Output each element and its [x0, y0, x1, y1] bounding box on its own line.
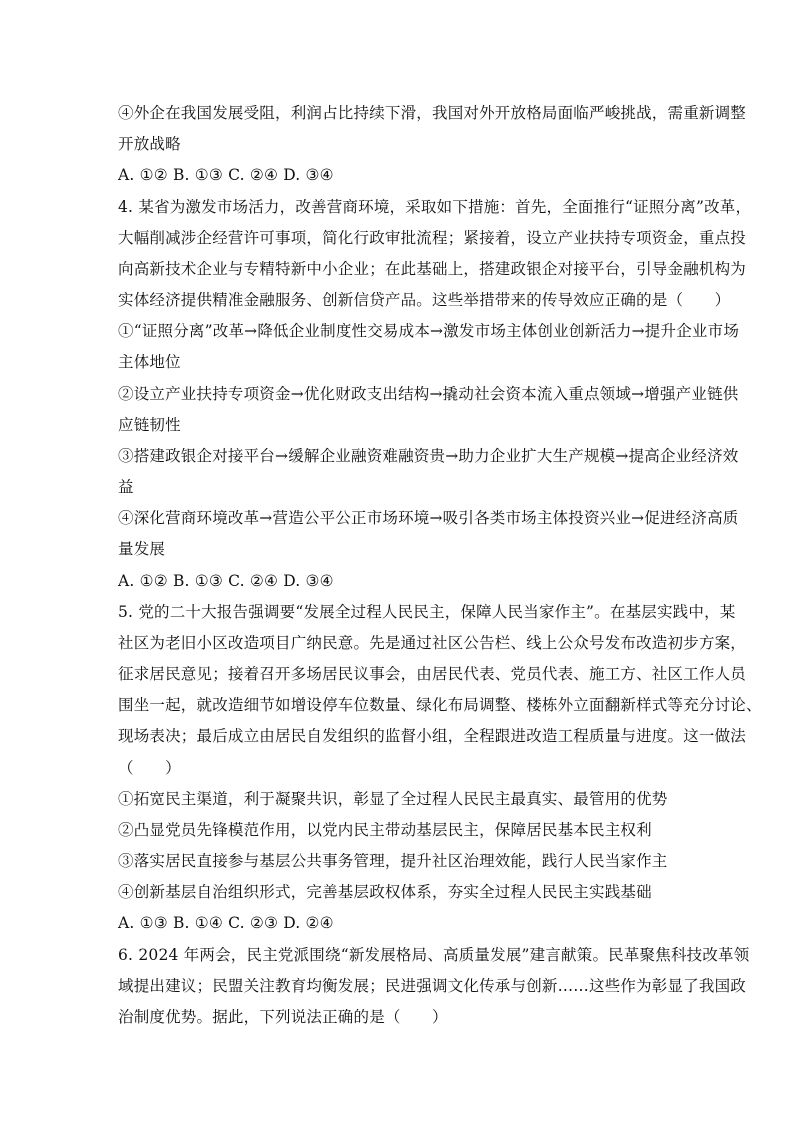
text-line: 主体地位	[118, 353, 181, 371]
text-line: 开放战略	[118, 135, 181, 153]
option-1: ①拓宽民主渠道，利于凝聚共识，彰显了全过程人民民主最真实、最管用的优势	[118, 790, 668, 808]
text-line: ④外企在我国发展受阻，利润占比持续下滑，我国对外开放格局面临严峻挑战，需重新调整	[118, 104, 747, 122]
text-line: 现场表决；最后成立由居民自发组织的监督小组，全程跟进改造工程质量与进度。这一做法	[118, 727, 747, 745]
question-6-stem: 6. 2024 年两会，民主党派围绕“新发展格局、高质量发展”建言献策。民革聚焦科技改革领	[118, 946, 750, 964]
option-1: ①“证照分离”改革→降低企业制度性交易成本→激发市场主体创业创新活力→提升企业市场	[118, 322, 740, 340]
text-line: 治制度优势。据此，下列说法正确的是（ ）	[118, 1008, 448, 1026]
answer-options: A. ①③ B. ①④ C. ②③ D. ②④	[118, 914, 334, 932]
answer-options: A. ①② B. ①③ C. ②④ D. ③④	[118, 572, 334, 590]
text-line: 向高新技术企业与专精特新中小企业；在此基础上，搭建政银企对接平台，引导金融机构为	[118, 260, 747, 278]
option-2: ②凸显党员先锋模范作用，以党内民主带动基层民主，保障居民基本民主权利	[118, 821, 652, 839]
option-3: ③搭建政银企对接平台→缓解企业融资难融资贵→助力企业扩大生产规模→提高企业经济效	[118, 447, 739, 465]
text-line: 域提出建议；民盟关注教育均衡发展；民进强调文化传承与创新……这些作为彰显了我国政	[118, 977, 747, 995]
text-line: 量发展	[118, 540, 166, 558]
question-5-stem: 5. 党的二十大报告强调要“发展全过程人民民主，保障人民当家作主”。在基层实践中，某	[118, 603, 736, 621]
option-2: ②设立产业扶持专项资金→优化财政支出结构→撬动社会资本流入重点领域→增强产业链供	[118, 385, 739, 403]
option-4: ④创新基层自治组织形式，完善基层政权体系，夯实全过程人民民主实践基础	[118, 883, 652, 901]
answer-options: A. ①② B. ①③ C. ②④ D. ③④	[118, 166, 334, 184]
text-line: 社区为老旧小区改造项目广纳民意。先是通过社区公告栏、线上公众号发布改造初步方案，	[118, 634, 747, 652]
option-4: ④深化营商环境改革→营造公平公正市场环境→吸引各类市场主体投资兴业→促进经济高质	[118, 509, 739, 527]
question-4-stem: 4. 某省为激发市场活力，改善营商环境，采取如下措施：首先，全面推行“证照分离”改革，	[118, 198, 752, 216]
option-3: ③落实居民直接参与基层公共事务管理，提升社区治理效能，践行人民当家作主	[118, 852, 668, 870]
text-line: 实体经济提供精准金融服务、创新信贷产品。这些举措带来的传导效应正确的是（ ）	[118, 291, 731, 309]
text-line: （ ）	[118, 759, 181, 777]
text-line: 围坐一起，就改造细节如增设停车位数量、绿化布局调整、楼栋外立面翻新样式等充分讨论、	[118, 696, 762, 714]
text-line: 征求居民意见；接着召开多场居民议事会，由居民代表、党员代表、施工方、社区工作人员	[118, 665, 747, 683]
text-line: 应链韧性	[118, 416, 181, 434]
text-line: 大幅削减涉企经营许可事项，简化行政审批流程；紧接着，设立产业扶持专项资金，重点投	[118, 229, 747, 247]
text-line: 益	[118, 478, 134, 496]
